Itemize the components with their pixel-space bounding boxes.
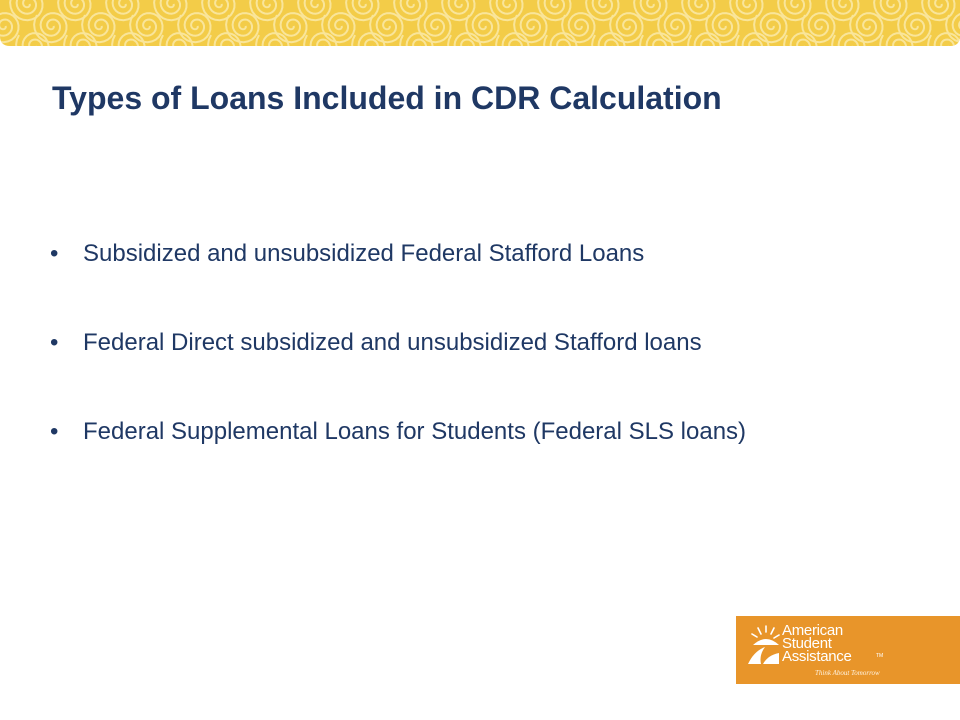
trademark-symbol: TM	[876, 653, 884, 659]
logo-line-american: American	[782, 622, 843, 639]
decorative-swirl-banner	[0, 0, 960, 46]
bullet-item	[50, 327, 910, 358]
bullet-item	[50, 416, 910, 447]
bullet-dot: •	[50, 240, 59, 267]
swirl-pattern	[0, 0, 960, 46]
bullet-item	[50, 238, 910, 269]
logo-line-student: Student	[782, 635, 832, 652]
bullet-dot: •	[50, 329, 59, 356]
bullet-text: Federal Direct subsidized and unsubsidized Stafford loans	[83, 329, 702, 356]
bullet-dot: •	[50, 418, 59, 445]
logo-tagline: Think About Tomorrow	[815, 669, 880, 677]
bullet-text: Subsidized and unsubsidized Federal Stafford Loans	[83, 240, 645, 267]
logo-line-assistance: Assistance	[782, 648, 852, 665]
bullet-list	[50, 238, 910, 447]
slide-title: Types of Loans Included in CDR Calculation	[52, 80, 722, 116]
american-student-assistance-logo	[736, 616, 960, 684]
sunrise-figure-icon	[746, 624, 780, 668]
bullet-text: Federal Supplemental Loans for Students (Federal SLS loans)	[83, 418, 747, 445]
logo-wordmark	[782, 624, 852, 663]
